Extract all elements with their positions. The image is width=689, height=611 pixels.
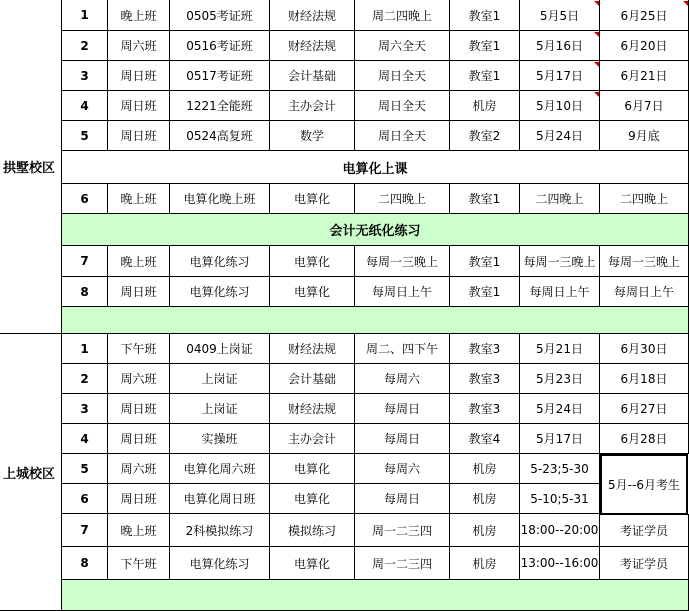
subject[interactable]: 数学: [270, 121, 355, 151]
comment-marker-icon[interactable]: [594, 92, 599, 97]
end-date[interactable]: 6月28日: [600, 424, 689, 454]
start-date[interactable]: 5月24日: [520, 121, 600, 151]
start-date[interactable]: 每周一三晚上: [520, 246, 600, 277]
end-date[interactable]: 6月20日: [600, 31, 689, 61]
row-number[interactable]: 7: [62, 246, 108, 277]
start-date[interactable]: 18:00--20:00: [520, 514, 600, 547]
class-name[interactable]: 0517考证班: [170, 61, 270, 91]
subject[interactable]: 电算化: [270, 454, 355, 484]
class-type[interactable]: 周日班: [108, 394, 170, 424]
row-number[interactable]: 8: [62, 547, 108, 580]
classroom[interactable]: 教室3: [450, 364, 520, 394]
subject[interactable]: 电算化: [270, 277, 355, 307]
class-name[interactable]: 2科模拟练习: [170, 514, 270, 547]
row-number[interactable]: 3: [62, 61, 108, 91]
row-number[interactable]: 2: [62, 31, 108, 61]
class-type[interactable]: 下午班: [108, 334, 170, 364]
schedule[interactable]: 周二、四下午: [355, 334, 450, 364]
end-date[interactable]: 考证学员: [600, 547, 689, 580]
row-number[interactable]: 8: [62, 277, 108, 307]
classroom[interactable]: 机房: [450, 454, 520, 484]
class-type[interactable]: 周六班: [108, 364, 170, 394]
classroom[interactable]: 机房: [450, 514, 520, 547]
class-type[interactable]: 周日班: [108, 91, 170, 121]
classroom[interactable]: 机房: [450, 91, 520, 121]
subject[interactable]: 财经法规: [270, 0, 355, 31]
class-name[interactable]: 电算化练习: [170, 547, 270, 580]
row-number[interactable]: 4: [62, 424, 108, 454]
schedule[interactable]: 周一二三四: [355, 514, 450, 547]
schedule[interactable]: 每周六: [355, 454, 450, 484]
schedule[interactable]: 周日全天: [355, 91, 450, 121]
start-date[interactable]: 5月23日: [520, 364, 600, 394]
row-number[interactable]: 1: [62, 334, 108, 364]
start-date[interactable]: 13:00--16:00: [520, 547, 600, 580]
row-number[interactable]: 5: [62, 454, 108, 484]
subject[interactable]: 电算化: [270, 184, 355, 214]
end-date[interactable]: 6月18日: [600, 364, 689, 394]
campus-label: 上城校区: [0, 334, 62, 611]
comment-marker-icon[interactable]: [683, 1, 688, 6]
end-date[interactable]: 6月21日: [600, 61, 689, 91]
class-name[interactable]: 电算化晚上班: [170, 184, 270, 214]
classroom[interactable]: 教室1: [450, 277, 520, 307]
class-type[interactable]: 下午班: [108, 547, 170, 580]
classroom[interactable]: 教室4: [450, 424, 520, 454]
subject[interactable]: 电算化: [270, 484, 355, 514]
classroom[interactable]: 教室1: [450, 246, 520, 277]
class-name[interactable]: 0409上岗证: [170, 334, 270, 364]
row-number[interactable]: 1: [62, 0, 108, 31]
end-date[interactable]: 每周日上午: [600, 277, 689, 307]
schedule[interactable]: 周日全天: [355, 121, 450, 151]
subject[interactable]: 模拟练习: [270, 514, 355, 547]
start-date[interactable]: 5月21日: [520, 334, 600, 364]
merged-end-date[interactable]: 5月--6月考生: [600, 454, 688, 515]
end-date[interactable]: 6月7日: [600, 91, 689, 121]
end-date[interactable]: 9月底: [600, 121, 689, 151]
start-date[interactable]: 二四晚上: [520, 184, 600, 214]
start-date[interactable]: 5-23;5-30: [520, 454, 600, 484]
classroom[interactable]: 教室1: [450, 0, 520, 31]
class-type[interactable]: 周六班: [108, 454, 170, 484]
classroom[interactable]: 教室1: [450, 31, 520, 61]
subject[interactable]: 电算化: [270, 547, 355, 580]
start-date[interactable]: 每周日上午: [520, 277, 600, 307]
classroom[interactable]: 教室1: [450, 61, 520, 91]
classroom[interactable]: 教室2: [450, 121, 520, 151]
class-type[interactable]: 晚上班: [108, 184, 170, 214]
subject[interactable]: 电算化: [270, 246, 355, 277]
row-number[interactable]: 2: [62, 364, 108, 394]
comment-marker-icon[interactable]: [594, 32, 599, 37]
end-date[interactable]: 6月30日: [600, 334, 689, 364]
class-name[interactable]: 实操班: [170, 424, 270, 454]
empty-green-row: [62, 307, 689, 334]
schedule[interactable]: 周六全天: [355, 31, 450, 61]
end-date[interactable]: 6月25日: [600, 0, 689, 31]
class-type[interactable]: 周日班: [108, 121, 170, 151]
class-name[interactable]: 0505考证班: [170, 0, 270, 31]
end-date[interactable]: 6月27日: [600, 394, 689, 424]
comment-marker-icon[interactable]: [594, 62, 599, 67]
class-name[interactable]: 电算化周日班: [170, 484, 270, 514]
class-type[interactable]: 晚上班: [108, 514, 170, 547]
subject[interactable]: 主办会计: [270, 91, 355, 121]
classroom[interactable]: 教室3: [450, 334, 520, 364]
classroom[interactable]: 教室1: [450, 184, 520, 214]
subject[interactable]: 财经法规: [270, 394, 355, 424]
empty-green-row: [62, 580, 689, 611]
classroom[interactable]: 教室3: [450, 394, 520, 424]
row-number[interactable]: 6: [62, 484, 108, 514]
class-type[interactable]: 晚上班: [108, 0, 170, 31]
row-number[interactable]: 3: [62, 394, 108, 424]
class-name[interactable]: 电算化周六班: [170, 454, 270, 484]
subject[interactable]: 财经法规: [270, 31, 355, 61]
end-date[interactable]: 二四晚上: [600, 184, 689, 214]
class-type[interactable]: 周日班: [108, 424, 170, 454]
class-name[interactable]: 上岗证: [170, 394, 270, 424]
class-type[interactable]: 周日班: [108, 277, 170, 307]
class-name[interactable]: 0524高复班: [170, 121, 270, 151]
section-header: 电算化上课: [62, 151, 689, 184]
schedule[interactable]: 周一二三四: [355, 547, 450, 580]
schedule[interactable]: 每周日: [355, 394, 450, 424]
start-date[interactable]: 5月5日: [520, 0, 600, 31]
subject[interactable]: 会计基础: [270, 364, 355, 394]
classroom[interactable]: 机房: [450, 484, 520, 514]
row-number[interactable]: 7: [62, 514, 108, 547]
subject[interactable]: 财经法规: [270, 334, 355, 364]
schedule[interactable]: 每周一三晚上: [355, 246, 450, 277]
schedule[interactable]: 每周日上午: [355, 277, 450, 307]
schedule[interactable]: 每周六: [355, 364, 450, 394]
end-date[interactable]: 每周一三晚上: [600, 246, 689, 277]
schedule[interactable]: 二四晚上: [355, 184, 450, 214]
start-date[interactable]: 5月17日: [520, 424, 600, 454]
campus-label: 拱墅校区: [0, 0, 62, 334]
class-name[interactable]: 电算化练习: [170, 277, 270, 307]
subject[interactable]: 主办会计: [270, 424, 355, 454]
class-name[interactable]: 电算化练习: [170, 246, 270, 277]
class-type[interactable]: 周日班: [108, 61, 170, 91]
row-number[interactable]: 5: [62, 121, 108, 151]
section-header: 会计无纸化练习: [62, 214, 689, 246]
class-type[interactable]: 晚上班: [108, 246, 170, 277]
class-type[interactable]: 周六班: [108, 31, 170, 61]
schedule[interactable]: 每周日: [355, 424, 450, 454]
class-name[interactable]: 0516考证班: [170, 31, 270, 61]
subject[interactable]: 会计基础: [270, 61, 355, 91]
start-date[interactable]: 5月16日: [520, 31, 600, 61]
row-number[interactable]: 6: [62, 184, 108, 214]
comment-marker-icon[interactable]: [594, 1, 599, 6]
schedule[interactable]: 每周日: [355, 484, 450, 514]
class-name[interactable]: 1221全能班: [170, 91, 270, 121]
start-date[interactable]: 5月24日: [520, 394, 600, 424]
schedule[interactable]: 周二四晚上: [355, 0, 450, 31]
classroom[interactable]: 机房: [450, 547, 520, 580]
class-type[interactable]: 周日班: [108, 484, 170, 514]
schedule[interactable]: 周日全天: [355, 61, 450, 91]
start-date[interactable]: 5-10;5-31: [520, 484, 600, 514]
end-date[interactable]: 考证学员: [600, 514, 689, 547]
class-name[interactable]: 上岗证: [170, 364, 270, 394]
start-date[interactable]: 5月10日: [520, 91, 600, 121]
row-number[interactable]: 4: [62, 91, 108, 121]
start-date[interactable]: 5月17日: [520, 61, 600, 91]
